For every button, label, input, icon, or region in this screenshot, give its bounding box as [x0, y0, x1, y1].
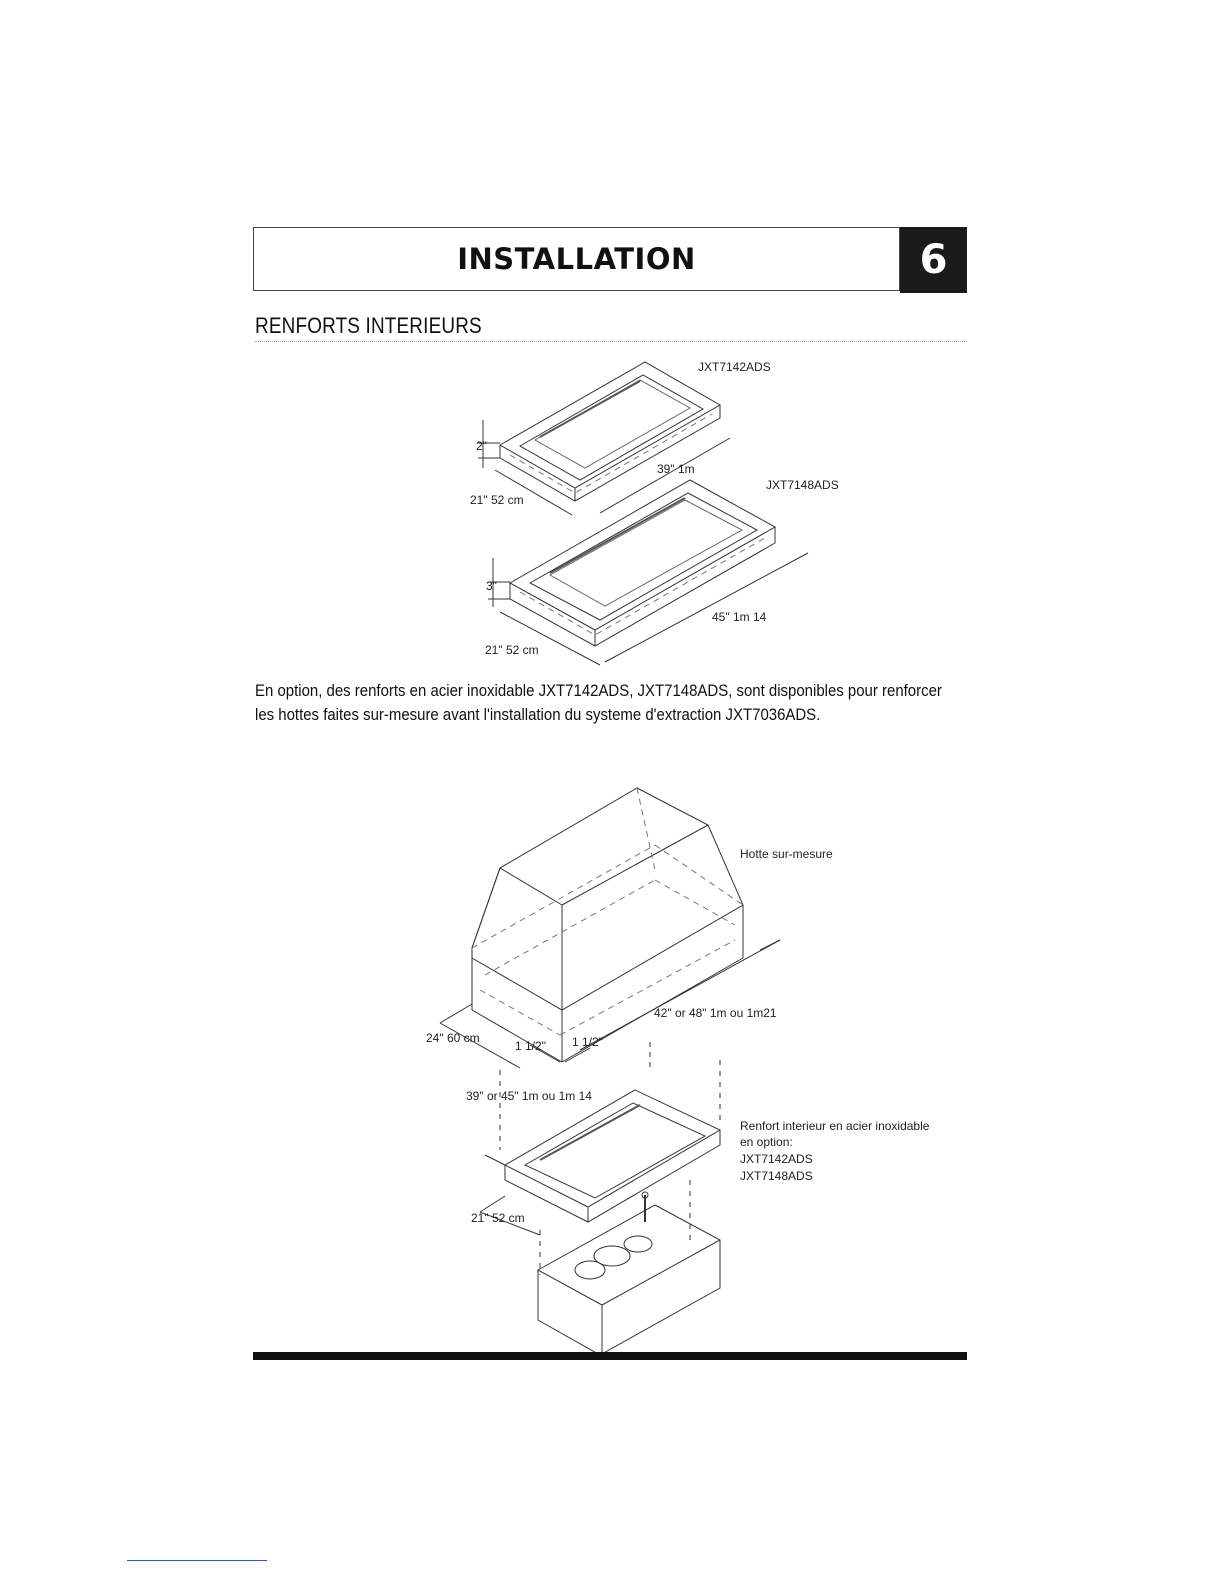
length-label-b: 45" 1m 14 [712, 610, 767, 624]
depth-label-a: 21" 52 cm [470, 493, 524, 507]
hood-depth-label: 24" 60 cm [426, 1031, 480, 1045]
offset-left-label: 1 1/2" [515, 1039, 546, 1053]
chapter-badge: 6 [900, 227, 967, 293]
paragraph-line-1: En option, des renforts en acier inoxidable JXT7142ADS, JXT7148ADS, sont disponibles pour renforcer [255, 681, 942, 700]
footer-link-underline [127, 1560, 267, 1561]
blower-drawing [538, 1180, 720, 1355]
section-title: RENFORTS INTERIEURS [255, 313, 482, 338]
hood-width-label: 42" or 48" 1m ou 1m21 [654, 1006, 777, 1020]
height-label-a: 2" [476, 439, 487, 453]
offset-right-label: 1 1/2" [572, 1035, 603, 1049]
hood-label: Hotte sur-mesure [740, 847, 833, 861]
depth-label-b: 21" 52 cm [485, 643, 539, 657]
height-label-b: 3" [486, 579, 497, 593]
liner-label-line-2: en option: [740, 1135, 793, 1149]
liner-depth-label: 21" 52 cm [471, 1211, 525, 1225]
page-title: INSTALLATION [457, 242, 696, 276]
model-label-a: JXT7142ADS [698, 360, 771, 374]
custom-hood-drawing [440, 788, 780, 1070]
paragraph-line-2: les hottes faites sur-mesure avant l'installation du systeme d'extraction JXT7036ADS. [255, 705, 821, 724]
bottom-rule [253, 1352, 967, 1360]
liner-drawing [480, 1060, 720, 1235]
liner-length-label: 39" or 45" 1m ou 1m 14 [466, 1089, 592, 1103]
model-label-b: JXT7148ADS [766, 478, 839, 492]
liner-model-b-label: JXT7148ADS [740, 1169, 813, 1183]
liner-label-line-1: Renfort interieur en acier inoxidable [740, 1119, 930, 1133]
length-label-a: 39" 1m [657, 462, 695, 476]
liner-model-a-label: JXT7142ADS [740, 1152, 813, 1166]
